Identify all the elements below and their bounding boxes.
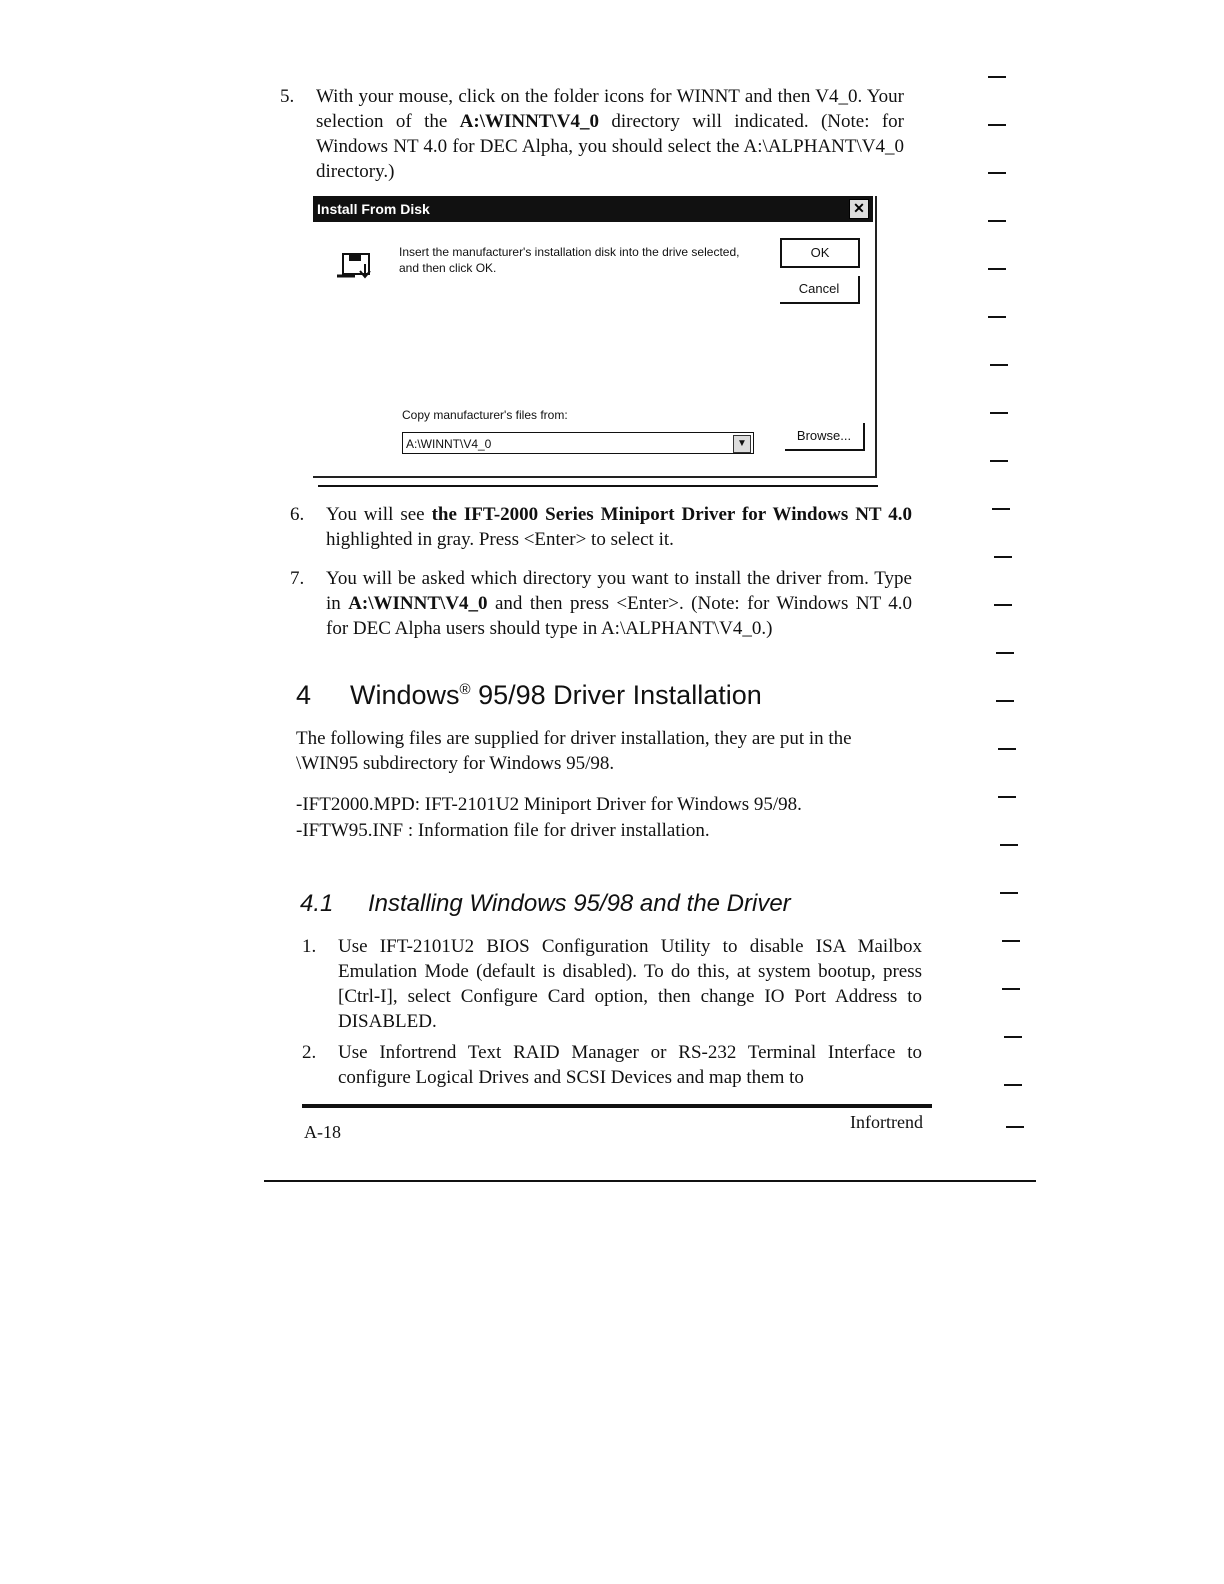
step-5 — [280, 84, 904, 184]
margin-mark — [994, 556, 1012, 558]
margin-mark — [998, 748, 1016, 750]
ok-button[interactable]: OK — [780, 238, 860, 268]
file-entry-2: -IFTW95.INF : Information file for driver installation. — [296, 820, 710, 841]
step-6 — [290, 502, 912, 552]
step-text: Use Infortrend Text RAID Manager or RS-232 Terminal Interface to configure Logical Drives and SCSI Devices and map them to — [338, 1042, 922, 1088]
margin-mark — [1006, 1126, 1024, 1128]
step-7 — [290, 566, 912, 641]
margin-mark — [988, 172, 1006, 174]
step-number: 6. — [290, 504, 305, 525]
margin-mark — [988, 124, 1006, 126]
section-intro: The following files are supplied for driver installation, they are put in the \WIN95 subdirectory for Windows 95/98. — [296, 728, 852, 774]
margin-mark — [996, 700, 1014, 702]
step-number: 7. — [290, 568, 305, 589]
copy-from-path-combobox[interactable] — [402, 432, 754, 454]
chevron-down-icon[interactable]: ▼ — [733, 435, 751, 453]
file-entry-1: -IFT2000.MPD: IFT-2101U2 Miniport Driver for Windows 95/98. — [296, 794, 802, 815]
footer-brand: Infortrend — [850, 1112, 923, 1132]
registered-mark: ® — [459, 681, 471, 698]
margin-mark — [988, 316, 1006, 318]
subsection-title: Installing Windows 95/98 and the Driver — [368, 890, 791, 917]
margin-mark — [988, 220, 1006, 222]
margin-mark — [990, 364, 1008, 366]
footer-rule — [302, 1104, 932, 1108]
section-title-post: 95/98 Driver Installation — [470, 680, 762, 710]
subsection-heading — [300, 890, 791, 918]
margin-mark — [998, 796, 1016, 798]
page-bottom-rule — [264, 1180, 1036, 1182]
dialog-titlebar — [313, 196, 873, 222]
cancel-button[interactable]: Cancel — [780, 276, 860, 304]
section-heading — [296, 680, 762, 711]
subsection-number: 4.1 — [300, 890, 334, 917]
margin-mark — [1000, 892, 1018, 894]
close-icon[interactable]: ✕ — [849, 199, 869, 219]
browse-button[interactable]: Browse... — [785, 423, 865, 451]
step-number: 1. — [302, 936, 317, 957]
margin-mark — [1004, 1084, 1022, 1086]
page-number: A-18 — [304, 1122, 341, 1142]
dialog-divider — [318, 485, 878, 487]
margin-mark — [1000, 844, 1018, 846]
margin-mark — [1002, 940, 1020, 942]
margin-mark — [1004, 1036, 1022, 1038]
margin-mark — [994, 604, 1012, 606]
margin-mark — [990, 460, 1008, 462]
step-text: You will see the IFT-2000 Series Miniport Driver for Windows NT 4.0 highlighted in gray. Press <Enter> to select it. — [326, 504, 912, 550]
margin-mark — [990, 412, 1008, 414]
step-number: 2. — [302, 1042, 317, 1063]
step-text: Use IFT-2101U2 BIOS Configuration Utility to disable ISA Mailbox Emulation Mode (default is disabled). To do this, at system bootup, press [Ctrl-I], select Configure Card option, then change IO Port Address to DISABLED. — [338, 936, 922, 1032]
margin-mark — [996, 652, 1014, 654]
dialog-title: Install From Disk — [317, 201, 430, 217]
margin-mark — [1002, 988, 1020, 990]
step-number: 5. — [280, 86, 295, 107]
dialog-message: Insert the manufacturer's installation disk into the drive selected, and then click OK. — [399, 245, 740, 275]
install-from-disk-dialog — [313, 196, 877, 478]
copy-from-label: Copy manufacturer's files from: — [402, 408, 568, 422]
step-1 — [302, 934, 922, 1034]
step-2 — [302, 1040, 922, 1090]
section-number: 4 — [296, 680, 312, 710]
floppy-disk-icon — [335, 250, 377, 282]
step-text: With your mouse, click on the folder icons for WINNT and then V4_0. Your selection of the A:\WINNT\V4_0 directory will indicated. (Note: for Windows NT 4.0 for DEC Alpha, you should select the A:\ALPHANT\V4_0 directory.) — [316, 86, 905, 182]
margin-mark — [988, 76, 1006, 78]
step-text: You will be asked which directory you want to install the driver from. Type in A:\WINNT\V4_0 and then press <Enter>. (Note: for Windows NT 4.0 for DEC Alpha users should type in A:\ALPHANT\V4_0.) — [326, 568, 912, 639]
margin-mark — [992, 508, 1010, 510]
section-title-pre: Windows — [350, 680, 460, 710]
path-value: A:\WINNT\V4_0 — [406, 437, 492, 451]
margin-mark — [988, 268, 1006, 270]
